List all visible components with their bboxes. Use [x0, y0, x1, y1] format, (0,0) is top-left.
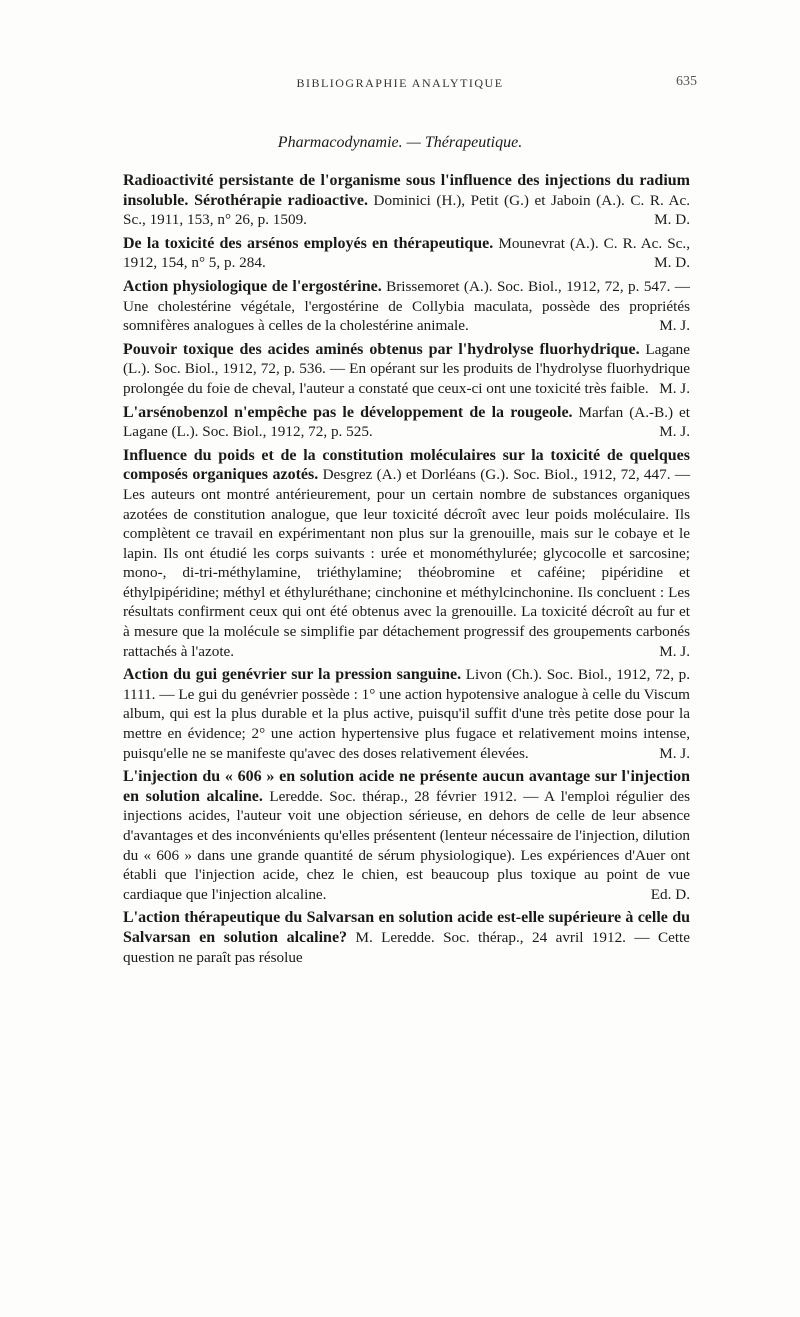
section-title: Pharmacodynamie. — Thérapeutique.	[277, 134, 523, 151]
entry-title: Radioactivité persistante de l'organisme sous l'influence des injections du radium insoluble. Sérothérapie radioactive.	[123, 172, 690, 209]
entry-title: Pouvoir toxique des acides aminés obtenus par l'hydrolyse fluorhydrique.	[123, 340, 640, 358]
entry-body: M. Leredde. Soc. thérap., 24 avril 1912. — Cette question ne paraît pas résolue	[123, 928, 691, 966]
entry-signature: M. J.	[659, 423, 690, 441]
entry	[123, 403, 690, 442]
entry-body: Lagane (L.). Soc. Biol., 1912, 72, p. 536. — En opérant sur les produits de l'hydrolyse fluorhydrique prolongée du foie de cheval, l'auteur a constaté que ceux-ci ont une toxicité très faible.	[123, 340, 691, 397]
entry-title: De la toxicité des arsénos employés en thérapeutique.	[123, 234, 494, 252]
entry	[123, 665, 690, 763]
entry-signature: M. J.	[659, 642, 690, 660]
entry-title: L'action thérapeutique du Salvarsan en solution acide est-elle supérieure à celle du Salvarsan en solution alcaline?	[123, 909, 690, 946]
entry	[123, 340, 690, 399]
entry-signature: Ed. D.	[650, 885, 690, 903]
entry-signature: M. D.	[654, 254, 690, 272]
entry-body: Leredde. Soc. thérap., 28 février 1912. — A l'emploi régulier des injections acides, l'auteur voit une objection sérieuse, en dehors de celle de leur absence d'avantages et des inconvénients qu'elles présentent (lenteur nécessaire de l'injection, dilution du « 606 » dans une grande quantité de sérum physiologique). Les expériences d'Auer ont établi que l'injection acide, chez le chien, est beaucoup plus toxique au point de vue cardiaque que l'injection alcaline.	[123, 787, 691, 903]
entry-signature: M. J.	[659, 317, 690, 335]
entry	[123, 446, 690, 662]
entry-signature: M. J.	[659, 379, 690, 397]
entry-title: Action du gui genévrier sur la pression sanguine.	[123, 666, 462, 684]
page-number: 635	[676, 74, 697, 89]
entry-signature: M. J.	[659, 744, 690, 762]
entry-title: Influence du poids et de la constitution moléculaires sur la toxicité de quelques composés organiques azotés.	[123, 446, 690, 484]
running-head: BIBLIOGRAPHIE ANALYTIQUE	[296, 76, 504, 90]
entry	[123, 171, 690, 230]
entry	[123, 234, 690, 273]
entry-body: Dominici (H.), Petit (G.) et Jaboin (A.). C. R. Ac. Sc., 1911, 153, n° 26, p. 1509.	[123, 191, 690, 229]
entry	[123, 767, 690, 904]
entry-body: Livon (Ch.). Soc. Biol., 1912, 72, p. 1111. — Le gui du genévrier possède : 1° une action hypotensive analogue à celle du Viscum album, qui est la plus durable et la plus active, puisqu'il suffit d'une très petite dose pour la mettre en évidence; 2° une action hypertensive plus fugace et relativement moins intense, puisqu'elle ne se manifeste qu'avec des doses relativement élevées.	[123, 666, 690, 762]
entry-title: L'arsénobenzol n'empêche pas le développement de la rougeole.	[123, 403, 573, 421]
entry-title: L'injection du « 606 » en solution acide ne présente aucun avantage sur l'injection en solution alcaline.	[123, 768, 690, 805]
entry-signature: M. D.	[654, 211, 690, 229]
entry	[123, 277, 690, 336]
entry-body: Marfan (A.-B.) et Lagane (L.). Soc. Biol., 1912, 72, p. 525.	[123, 403, 691, 441]
entry-body: Desgrez (A.) et Dorléans (G.). Soc. Biol., 1912, 72, 447. — Les auteurs ont montré antérieurement, pour un certain nombre de substances organiques azotées de constitution analogue, que leur toxicité décroît avec leur poids moléculaire. Ils complètent ce travail en expérimentant non plus sur la grenouille, mais sur le cobaye et le lapin. Ils ont étudié les corps suivants : urée et monométhylurée; glycocolle et sarcosine; mono-, di-tri-méthylamine, triéthylamine; théobromine et caféine; pipéridine et éthylpipéridine; méthyl et éthyluréthane; cinchonine et méthylcinchonine. Ils concluent : Les résultats confirment ceux qui ont été obtenus avec la grenouille. La toxicité décroît au fur et à mesure que la molécule se simplifie par détachement progressif des groupements carbonés rattachés à l'azote.	[123, 466, 691, 660]
bibliography-entries	[123, 171, 690, 971]
entry-body: Brissemoret (A.). Soc. Biol., 1912, 72, p. 547. — Une cholestérine végétale, l'ergostérine de Collybia maculata, possède des propriétés somnifères analogues à celles de la cholestérine animale.	[123, 277, 690, 335]
entry-title: Action physiologique de l'ergostérine.	[123, 277, 382, 295]
entry-body: Mounevrat (A.). C. R. Ac. Sc., 1912, 154, n° 5, p. 284.	[123, 234, 691, 272]
entry	[123, 908, 690, 967]
